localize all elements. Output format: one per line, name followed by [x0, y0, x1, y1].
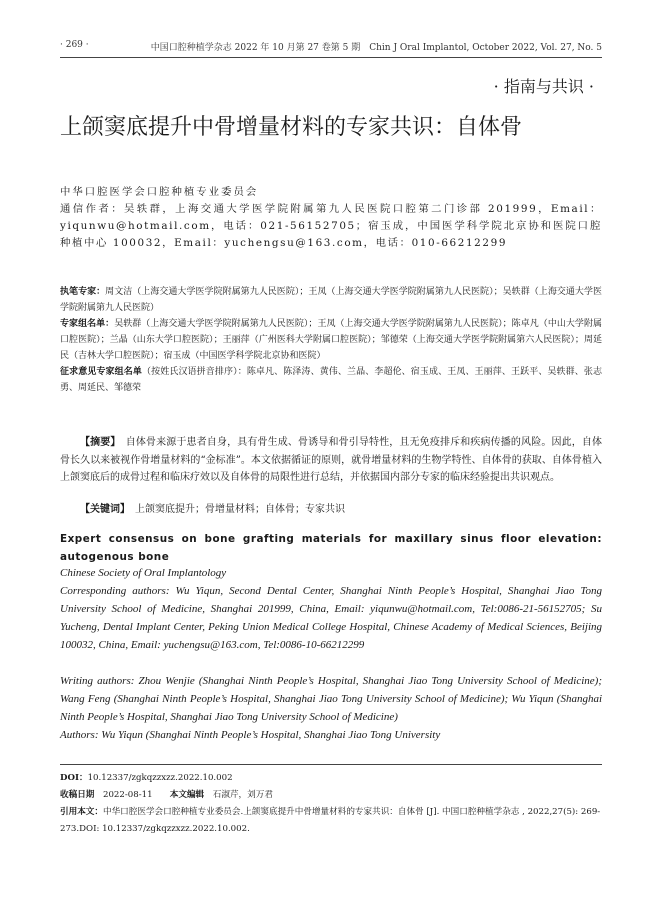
expert-group: 吴轶群（上海交通大学医学院附属第九人民医院）；王凤（上海交通大学医学院附属第九人民医院）；陈卓凡（中山大学附属口腔医院）；兰晶（山东大学口腔医院）；王丽萍（广州医科大学附属口腔医院）；邹德荣（上海交通大学医学院附属第六人民医院）；周延民（吉林大学口腔医院）；宿玉成（中国医学科学院北京协和医院）: [60, 319, 602, 361]
section-label: · 指南与共识 ·: [493, 77, 594, 96]
review-group-label: 征求意见专家组名单: [60, 367, 142, 377]
footer-citation: [60, 804, 602, 838]
doi-label: DOI：: [60, 773, 88, 783]
article-title: 上颌窦底提升中骨增量材料的专家共识：自体骨: [60, 115, 523, 140]
keywords: [60, 501, 602, 518]
header-rule: [60, 57, 602, 58]
en-writing-authors: Writing authors: Zhou Wenjie (Shanghai Ninth People’s Hospital, Shanghai Jiao Tong University School of Medicine); Wang Feng (Shanghai Ninth People’s Hospital, Shanghai Jiao Tong University School of Medicine); Wu Yiqun (Shanghai Ninth People’s Hospital, Shanghai Jiao Tong University School of Medicine): [60, 675, 602, 723]
keywords-label: 【关键词】: [80, 504, 125, 515]
doi-value: 10.12337/zgkqzzxzz.2022.10.002: [87, 773, 233, 783]
en-corresponding-authors: Corresponding authors: Wu Yiqun, Second Dental Center, Shanghai Ninth People’s Hospital, Shanghai Jiao Tong University School of Medicine, Shanghai 201999, China, Email: yiqunwu@hotmail.com, Tel:0086-21-56152705; Su Yucheng, Dental Implant Center, Peking Union Medical College Hospital, Chinese Academy of Medical Sciences, Beijing 100032, China, Email: yuchengsu@163.com, Tel:0086-10-66212299: [60, 585, 602, 651]
en-authors: Authors: Wu Yiqun (Shanghai Ninth People’s Hospital, Shanghai Jiao Tong University: [60, 729, 441, 741]
abstract: [60, 434, 602, 487]
review-group: （按姓氏汉语拼音排序）：陈卓凡、陈泽涛、黄伟、兰晶、李超伦、宿玉成、王凤、王丽萍、王跃平、吴轶群、张志勇、周延民、邹德荣: [60, 367, 602, 393]
cn-author-block: [60, 184, 602, 252]
writing-experts-label: 执笔专家：: [60, 287, 106, 297]
cn-society: 中华口腔医学会口腔种植专业委员会: [60, 186, 259, 198]
editor-names: 石淑芹，刘万君: [212, 790, 273, 800]
expert-group-label: 专家组名单：: [60, 319, 115, 329]
cite-label: 引用本文：: [60, 807, 103, 817]
journal-citation: 中国口腔种植学杂志 2022 年 10 月第 27 卷第 5 期 Chin J Oral Implantol, October 2022, Vol. 27, No. 5: [150, 43, 602, 53]
en-society: Chinese Society of Oral Implantology: [60, 567, 227, 579]
cite-text: 中华口腔医学会口腔种植专业委员会.上颌窦底提升中骨增量材料的专家共识：自体骨 [J]. 中国口腔种植学杂志 , 2022,27(5): 269-273.DOI: 10.12337/zgkqzzxzz.2022.10.002.: [60, 807, 601, 834]
running-header: [60, 40, 602, 58]
en-title: Expert consensus on bone grafting materials for maxillary sinus floor elevation: autogenous bone: [60, 533, 602, 563]
footer-rule: [60, 764, 602, 765]
footer-doi: [60, 770, 602, 787]
page-number: · 269 ·: [60, 40, 89, 50]
abstract-text: 自体骨来源于患者自身，具有骨生成、骨诱导和骨引导特性，且无免疫排斥和疾病传播的风险。因此，自体骨长久以来被视作骨增量材料的“金标准”。本文依据循证的原则，就骨增量材料的生物学特性、自体骨的获取、自体骨植入上颌窦底后的成骨过程和临床疗效以及自体骨的局限性进行总结，并依据国内部分专家的临床经验提出共识观点。: [60, 437, 603, 483]
cn-corresponding-authors: 通信作者：吴轶群，上海交通大学医学院附属第九人民医院口腔第二门诊部 201999，Email：yiqunwu@hotmail.com，电话：021-56152705；宿玉成，中国医学科学院北京协和医院口腔种植中心 100032，Email：yuchengsu@163.com，电话：010-66212299: [60, 203, 602, 249]
keywords-text: 上颌窦底提升；骨增量材料；自体骨；专家共识: [135, 504, 345, 515]
abstract-label: 【摘要】: [80, 437, 116, 448]
writers-block: [60, 284, 602, 396]
received-date: 2022-08-11: [103, 790, 153, 800]
received-label: 收稿日期: [60, 790, 95, 800]
en-author-block: [60, 564, 602, 654]
editor-label: 本文编辑: [169, 790, 205, 800]
en-writers-block: [60, 672, 602, 744]
footer-dates: [60, 787, 602, 804]
writing-experts: 周文洁（上海交通大学医学院附属第九人民医院）；王凤（上海交通大学医学院附属第九人民医院）；吴轶群（上海交通大学医学院附属第九人民医院）: [60, 287, 602, 313]
